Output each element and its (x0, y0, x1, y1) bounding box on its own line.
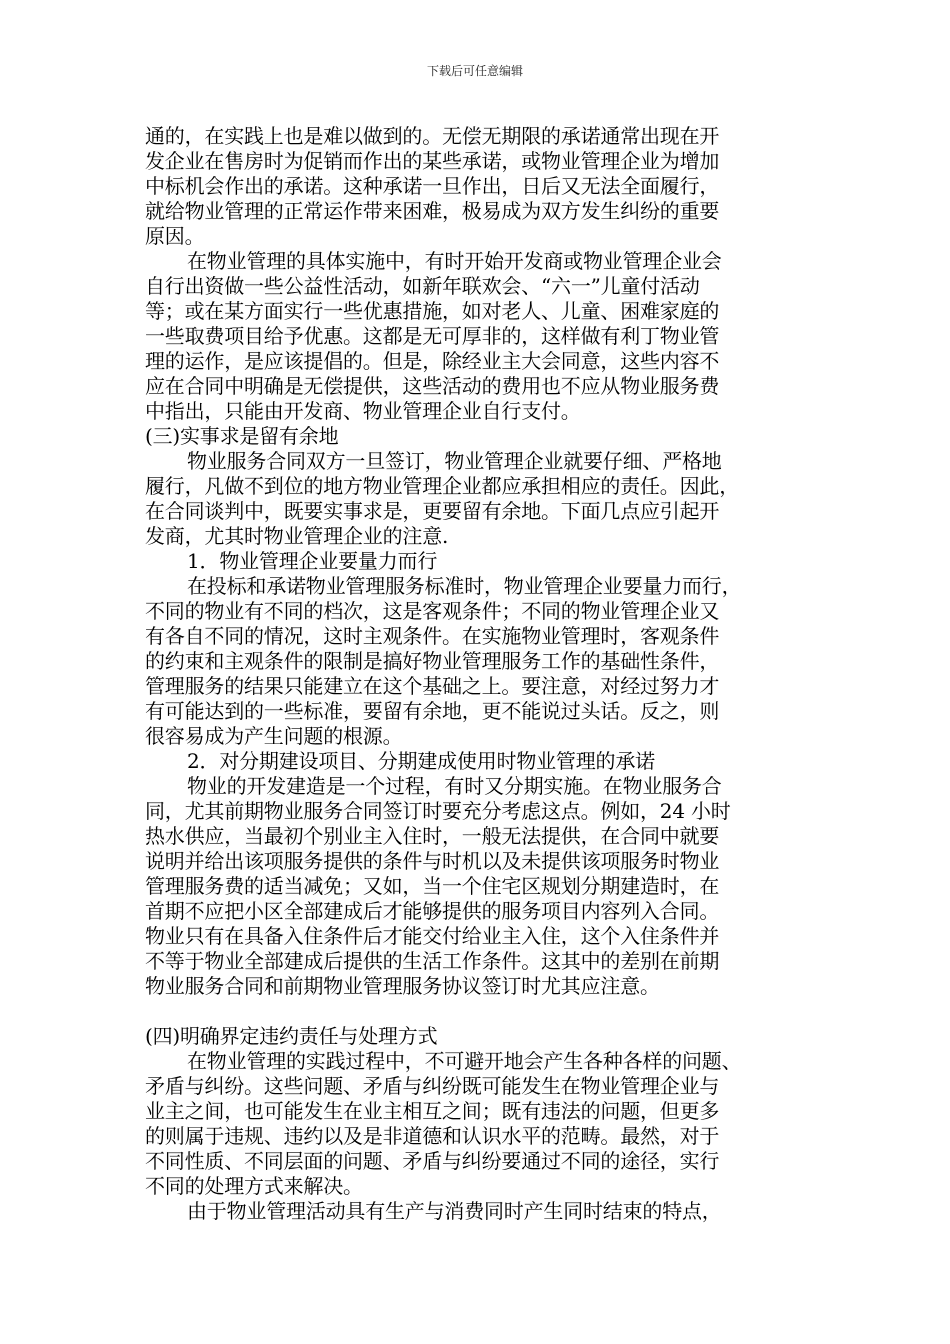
text-line: 在物业管理的实践过程中，不可避开地会产生各种各样的问题、 (187, 1049, 742, 1073)
text-line: 热水供应，当最初个别业主入住时，一般无法提供，在合同中就要 (145, 824, 720, 848)
text-line: 业主之间，也可能发生在业主相互之间；既有违法的问题，但更多 (145, 1099, 720, 1123)
text-line: 由于物业管理活动具有生产与消费同时产生同时结束的特点， (187, 1199, 722, 1223)
text-line: 中指出，只能由开发商、物业管理企业自行支付。 (145, 399, 581, 423)
text-line: 的则属于违规、违约以及是非道德和认识水平的范畴。最然，对于 (145, 1124, 720, 1148)
text-line: 发企业在售房时为促销而作出的某些承诺，或物业管理企业为增加 (145, 149, 720, 173)
text-line: 通的，在实践上也是难以做到的。无偿无期限的承诺通常出现在开 (145, 124, 720, 148)
text-line: 的约束和主观条件的限制是搞好物业管理服务工作的基础性条件， (145, 649, 720, 673)
text-line: 中标机会作出的承诺。这种承诺一旦作出，日后又无法全面履行， (145, 174, 720, 198)
text-line: 一些取费项目给予优惠。这都是无可厚非的，这样做有利丁物业管 (145, 324, 720, 348)
text-line: 理的运作，是应该提倡的。但是，除经业主大会同意，这些内容不 (145, 349, 720, 373)
text-line: 1．物业管理企业要量力而行 (187, 549, 438, 573)
text-line: 就给物业管理的正常运作带来困难，极易成为双方发生纠纷的重要 (145, 199, 720, 223)
text-line: 说明并给出该项服务提供的条件与时机以及未提供该项服务时物业 (145, 849, 720, 873)
document-body (145, 124, 821, 1224)
text-line: 首期不应把小区全部建成后才能够提供的服务项目内容列入合同。 (145, 899, 720, 923)
text-line: 应在合同中明确是无偿提供，这些活动的费用也不应从物业服务费 (145, 374, 720, 398)
text-line: 在物业管理的具体实施中，有时开始开发商或物业管理企业会 (187, 249, 722, 273)
text-line: 有可能达到的一些标准，要留有余地，更不能说过头话。反之，则 (145, 699, 720, 723)
text-line: 物业服务合同双方一旦签订，物业管理企业就要仔细、严格地 (187, 449, 722, 473)
text-line: 自行出资做一些公益性活动，如新年联欢会、“六一”儿童付活动 (145, 274, 700, 298)
text-line: 不同的处理方式来解决。 (145, 1174, 363, 1198)
text-line: 原因。 (145, 224, 205, 248)
text-line: 物业只有在具备入住条件后才能交付给业主入住，这个入住条件并 (145, 924, 720, 948)
blank-line (145, 999, 821, 1024)
text-line: 履行，凡做不到位的地方物业管理企业都应承担相应的责任。因此， (145, 474, 739, 498)
text-line: 物业服务合同和前期物业管理服务协议签订时尤其应注意。 (145, 974, 660, 998)
text-line: 等；或在某方面实行一些优惠措施，如对老人、儿童、困难家庭的 (145, 299, 720, 323)
text-line: 2．对分期建设项目、分期建成使用时物业管理的承诺 (187, 749, 655, 773)
text-line: 发商，尤其时物业管理企业的注意. (145, 524, 449, 548)
text-line: 不同的物业有不同的档次，这是客观条件；不同的物业管理企业又 (145, 599, 720, 623)
text-line: 矛盾与纠纷。这些问题、矛盾与纠纷既可能发生在物业管理企业与 (145, 1074, 720, 1098)
text-line: 在合同谈判中，既要实事求是，更要留有余地。下面几点应引起开 (145, 499, 720, 523)
text-line: 物业的开发建造是一个过程，有时又分期实施。在物业服务合 (187, 774, 722, 798)
text-line: 不同性质、不同层面的问题、矛盾与纠纷要通过不同的途径，实行 (145, 1149, 720, 1173)
text-line: 管理服务费的适当减免；又如，当一个住宅区规划分期建造时，在 (145, 874, 720, 898)
text-line: 有各自不同的情况，这时主观条件。在实施物业管理时，客观条件 (145, 624, 720, 648)
text-line: 同，尤其前期物业服务合同签订时要充分考虑这点。例如，24 小时 (145, 799, 731, 823)
page-header: 下载后可任意编辑 (426, 64, 523, 78)
text-line: 在投标和承诺物业管理服务标准时，物业管理企业要量力而行， (187, 574, 742, 598)
text-line: (四)明确界定违约责任与处理方式 (145, 1024, 438, 1048)
text-line: (三)实事求是留有余地 (145, 424, 339, 448)
text-line: 管理服务的结果只能建立在这个基础之上。要注意，对经过努力才 (145, 674, 720, 698)
text-line: 很容易成为产生问题的根源。 (145, 724, 403, 748)
text-line: 不等于物业全部建成后提供的生活工作条件。这其中的差别在前期 (145, 949, 720, 973)
